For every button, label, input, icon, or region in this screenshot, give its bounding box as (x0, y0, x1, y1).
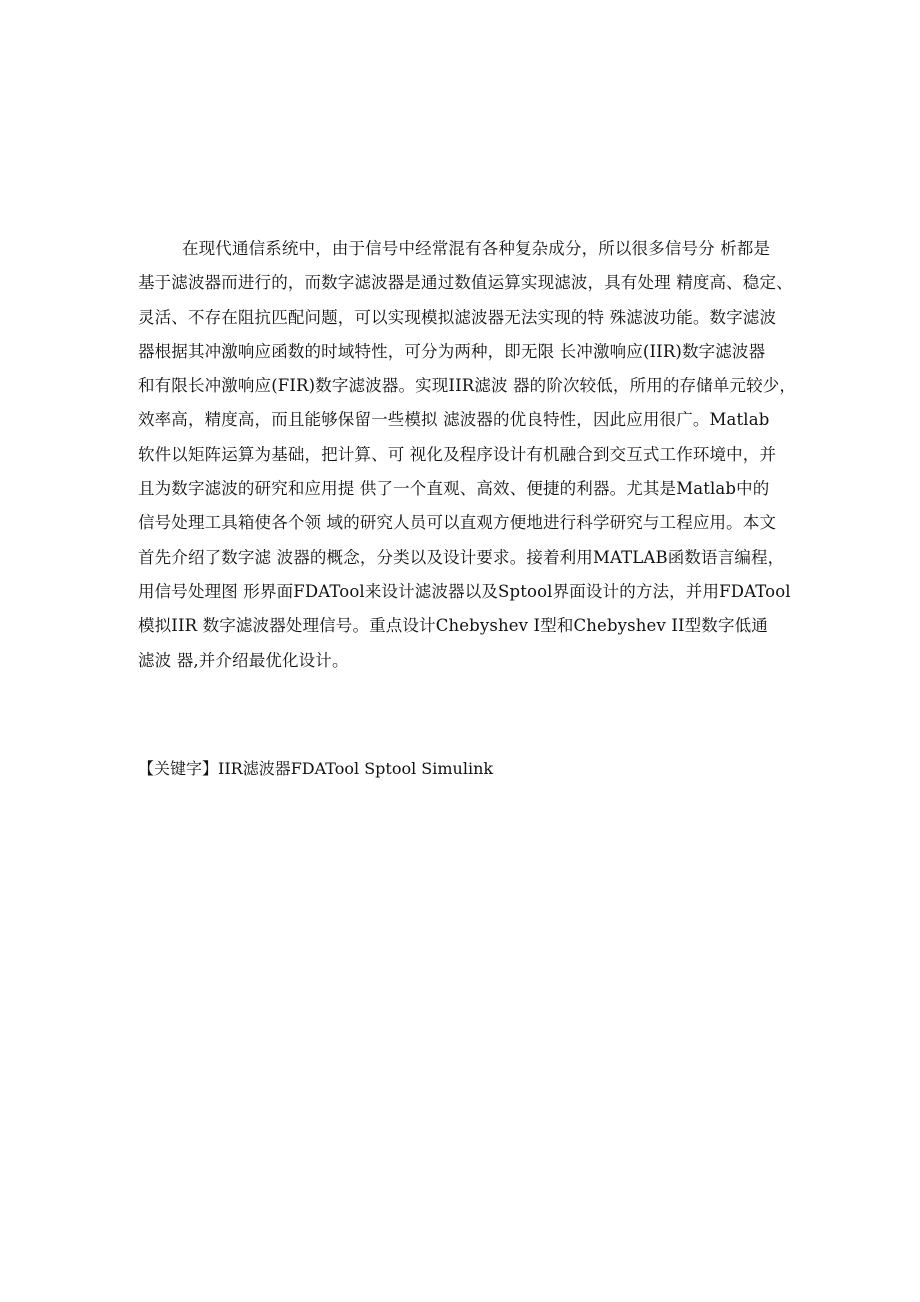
abstract-line: 基于滤波器而进行的，而数字滤波器是通过数值运算实现滤波，具有处理 精度高、稳定、 (138, 273, 793, 293)
keywords-line: 【关键字】IIR滤波器FDATool Sptool Simulink (138, 759, 494, 778)
abstract-line: 用信号处理图 形界面FDATool来设计滤波器以及Sptool界面设计的方法，并用FDATool (138, 581, 791, 601)
abstract-line: 首先介绍了数字滤 波器的概念，分类以及设计要求。接着利用MATLAB函数语言编程， (138, 547, 785, 567)
abstract-line: 效率高，精度高，而且能够保留一些模拟 滤波器的优良特性，因此应用很广。Matlab (138, 410, 770, 430)
abstract-line: 模拟IIR 数字滤波器处理信号。重点设计Chebyshev I型和Chebyshev II型数字低通 (138, 616, 768, 636)
abstract-line: 且为数字滤波的研究和应用提 供了一个直观、高效、便捷的利器。尤其是Matlab中的 (138, 479, 770, 499)
abstract-line: 信号处理工具箱使各个领 域的研究人员可以直观方便地进行科学研究与工程应用。本文 (138, 513, 777, 533)
abstract-line: 滤波 器,并介绍最优化设计。 (138, 650, 349, 670)
abstract-line: 和有限长冲激响应(FIR)数字滤波器。实现IIR滤波 器的阶次较低，所用的存储单元较少， (138, 376, 797, 396)
abstract-paragraph (138, 232, 797, 678)
abstract-line: 在现代通信系统中，由于信号中经常混有各种复杂成分，所以很多信号分 析都是 (182, 239, 771, 258)
abstract-line: 软件以矩阵运算为基础，把计算、可 视化及程序设计有机融合到交互式工作环境中，并 (138, 444, 777, 464)
abstract-line: 器根据其冲激响应函数的时域特性，可分为两种，即无限 长冲激响应(IIR)数字滤波器 (138, 341, 766, 361)
abstract-line: 灵活、不存在阻抗匹配问题，可以实现模拟滤波器无法实现的特 殊滤波功能。数字滤波 (138, 307, 777, 327)
